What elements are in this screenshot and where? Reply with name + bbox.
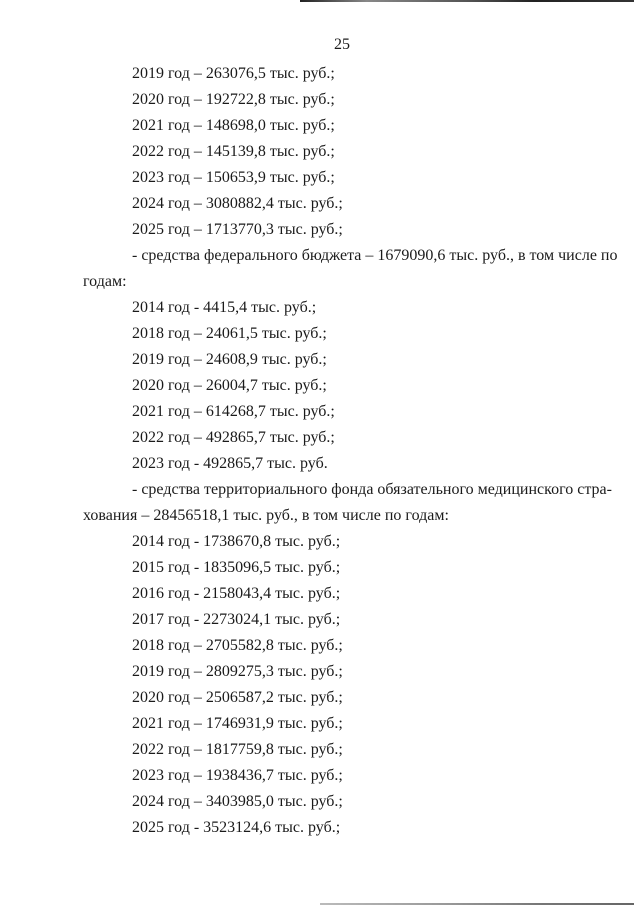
list-item: 2018 год – 24061,5 тыс. руб.; (132, 325, 327, 342)
list-item: 2014 год - 1738670,8 тыс. руб.; (132, 533, 341, 550)
list-item: 2022 год – 1817759,8 тыс. руб.; (132, 741, 343, 758)
list-item: 2022 год – 145139,8 тыс. руб.; (132, 143, 335, 160)
scan-edge-top (300, 0, 634, 2)
page-number: 25 (334, 36, 350, 53)
list-item: 2023 год – 150653,9 тыс. руб.; (132, 169, 335, 186)
list-item: 2015 год - 1835096,5 тыс. руб.; (132, 559, 341, 576)
list-item: 2017 год - 2273024,1 тыс. руб.; (132, 611, 341, 628)
list-item: 2024 год – 3080882,4 тыс. руб.; (132, 195, 343, 212)
list-item: 2020 год – 2506587,2 тыс. руб.; (132, 689, 343, 706)
list-item: 2018 год – 2705582,8 тыс. руб.; (132, 637, 343, 654)
list-item: 2016 год - 2158043,4 тыс. руб.; (132, 585, 341, 602)
list-item: 2023 год - 492865,7 тыс. руб. (132, 455, 328, 472)
list-item: 2019 год – 263076,5 тыс. руб.; (132, 65, 335, 82)
federal-heading: - средства федерального бюджета – 1679090,6 тыс. руб., в том числе по (132, 247, 618, 264)
list-item: 2020 год – 26004,7 тыс. руб.; (132, 377, 327, 394)
list-item: 2023 год – 1938436,7 тыс. руб.; (132, 767, 343, 784)
list-item: 2019 год – 24608,9 тыс. руб.; (132, 351, 327, 368)
list-item: 2020 год – 192722,8 тыс. руб.; (132, 91, 335, 108)
list-item: 2025 год – 1713770,3 тыс. руб.; (132, 221, 343, 238)
tfoms-heading-cont: хования – 28456518,1 тыс. руб., в том числе по годам: (83, 507, 449, 524)
list-item: 2021 год – 148698,0 тыс. руб.; (132, 117, 335, 134)
list-item: 2022 год – 492865,7 тыс. руб.; (132, 429, 335, 446)
federal-heading-cont: годам: (83, 273, 127, 290)
tfoms-heading: - средства территориального фонда обязательного медицинского стра- (132, 481, 612, 498)
list-item: 2021 год – 614268,7 тыс. руб.; (132, 403, 335, 420)
list-item: 2024 год – 3403985,0 тыс. руб.; (132, 793, 343, 810)
list-item: 2021 год – 1746931,9 тыс. руб.; (132, 715, 343, 732)
list-item: 2019 год – 2809275,3 тыс. руб.; (132, 663, 343, 680)
list-item: 2025 год - 3523124,6 тыс. руб.; (132, 819, 341, 836)
list-item: 2014 год - 4415,4 тыс. руб.; (132, 299, 317, 316)
